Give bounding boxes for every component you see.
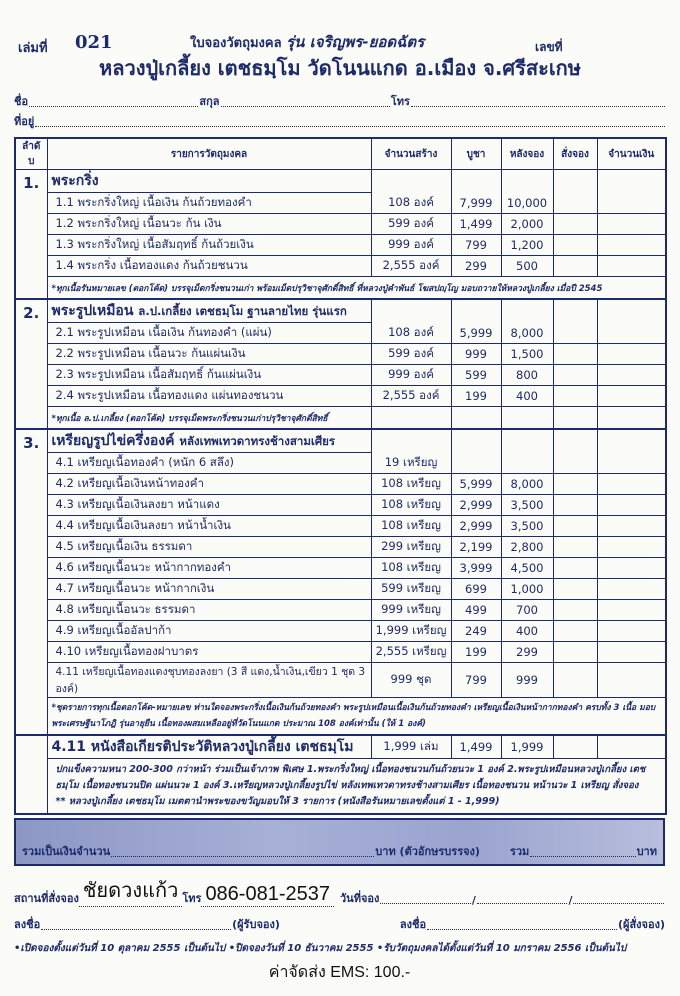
order-quantity-field[interactable] <box>553 537 597 558</box>
phone-field[interactable] <box>411 105 665 107</box>
amount-field[interactable] <box>597 642 666 663</box>
amount-field[interactable] <box>597 579 666 600</box>
quantity-created: 599 เหรียญ <box>371 579 451 600</box>
table-row <box>15 579 666 600</box>
price: 299 <box>451 256 501 277</box>
table-row <box>15 453 666 474</box>
empty-cell <box>451 429 501 453</box>
book-note <box>47 759 666 815</box>
orderer-sign-label: ลงชื่อ <box>399 918 427 931</box>
section-note-row <box>15 698 666 736</box>
amount-field[interactable] <box>597 193 666 214</box>
table-row <box>15 256 666 277</box>
section-note: *ทุกเนื้อรันหมายเลข (ตอกโค้ด) บรรจุเม็ดกริ่งชนวนเก่า พร้อมเม็ดปรุวิชาจุศักดิ์สิทธิ์ ที่หลวงปู่คำพันธ์ โฆสปญฺโญ มอบถวายให้หลวงปู่เกลี้ยง เมื่อปี 2545 <box>47 277 666 300</box>
item-label: 2.3 พระรูปเหมือน เนื้อสัมฤทธิ์ ก้นแผ่นเงิน <box>47 365 371 386</box>
table-row <box>15 193 666 214</box>
price: 1,499 <box>451 214 501 235</box>
empty-cell <box>501 429 553 453</box>
receiver-label: (ผู้รับจอง) <box>232 918 280 931</box>
price-after-booking: 700 <box>501 600 553 621</box>
empty-cell <box>597 170 666 193</box>
item-label: 4.11 เหรียญเนื้อทองแดงชุบทองลงยา (3 สี แดง,น้ำเงิน,เขียว 1 ชุด 3 องค์) <box>47 663 371 698</box>
price: 199 <box>451 386 501 407</box>
price-after-booking: 2,000 <box>501 214 553 235</box>
surname-label: สกุล <box>199 95 220 108</box>
order-quantity-field[interactable] <box>553 663 597 698</box>
section-title-extra: หลังเทพเทวดาทรงช้างสามเศียร <box>179 434 336 448</box>
book-price: 1,499 <box>451 735 501 759</box>
total-label: รวม <box>509 845 530 858</box>
price-after-booking: 10,000 <box>501 193 553 214</box>
order-table <box>14 137 667 815</box>
empty-cell <box>501 170 553 193</box>
price-after-booking: 1,500 <box>501 344 553 365</box>
orderer-sign-field[interactable] <box>427 928 617 930</box>
address-label: ที่อยู่ <box>14 115 35 128</box>
amount-field[interactable] <box>597 621 666 642</box>
amount-field[interactable] <box>597 474 666 495</box>
amount-field[interactable] <box>597 323 666 344</box>
price: 699 <box>451 579 501 600</box>
price-after-booking: 8,000 <box>501 323 553 344</box>
table-row <box>15 558 666 579</box>
item-label: 4.8 เหรียญเนื้อนวะ ธรรมดา <box>47 600 371 621</box>
item-label: 2.1 พระรูปเหมือน เนื้อเงิน ก้นทองคำ (แผ่น) <box>47 323 371 344</box>
quantity-created: 999 องค์ <box>371 365 451 386</box>
signature-line <box>14 915 665 933</box>
item-label: 4.7 เหรียญเนื้อนวะ หน้ากากเงิน <box>47 579 371 600</box>
book-label: 4.11 หนังสือเกียรติประวัติหลวงปู่เกลี้ยง เตชธมฺโม <box>47 735 371 759</box>
empty-cell <box>15 735 47 814</box>
order-quantity-field[interactable] <box>553 516 597 537</box>
order-quantity-field[interactable] <box>553 365 597 386</box>
order-quantity-field[interactable] <box>553 193 597 214</box>
price-after-booking: 8,000 <box>501 474 553 495</box>
quantity-created: 108 องค์ <box>371 323 451 344</box>
phone-label: โทร <box>390 95 410 108</box>
amount-field[interactable] <box>597 344 666 365</box>
section-title-row <box>15 170 666 193</box>
quantity-created: 19 เหรียญ <box>371 453 451 474</box>
baht-label: บาท <box>636 845 657 858</box>
price-after-booking <box>501 453 553 474</box>
empty-cell <box>451 299 501 323</box>
item-label: 4.9 เหรียญเนื้ออัลปาก้า <box>47 621 371 642</box>
customer-line-2 <box>14 112 666 130</box>
table-row <box>15 386 666 407</box>
book-quantity: 1,999 เล่ม <box>371 735 451 759</box>
section-title <box>47 299 371 323</box>
amount-field[interactable] <box>597 495 666 516</box>
price: 2,999 <box>451 516 501 537</box>
book-note-row <box>15 759 666 815</box>
price-after-booking: 800 <box>501 365 553 386</box>
quantity-created: 599 องค์ <box>371 344 451 365</box>
order-section <box>14 874 665 985</box>
quantity-created: 108 เหรียญ <box>371 558 451 579</box>
book-order-field[interactable] <box>553 735 597 759</box>
order-quantity-field[interactable] <box>553 495 597 516</box>
quantity-created: 1,999 เหรียญ <box>371 621 451 642</box>
order-phone-value[interactable]: 086-081-2537 <box>201 883 334 907</box>
quantity-created: 108 องค์ <box>371 193 451 214</box>
order-quantity-field[interactable] <box>553 621 597 642</box>
date-month-field[interactable] <box>477 902 568 904</box>
price: 7,999 <box>451 193 501 214</box>
column-header: รายการวัตถุมงคล <box>47 138 371 170</box>
empty-cell <box>597 407 666 430</box>
price-after-booking: 999 <box>501 663 553 698</box>
order-quantity-field[interactable] <box>553 579 597 600</box>
quantity-created: 999 องค์ <box>371 235 451 256</box>
item-label: 1.3 พระกริ่งใหญ่ เนื้อสัมฤทธิ์ ก้นถ้วยเงิน <box>47 235 371 256</box>
quantity-created: 2,555 องค์ <box>371 256 451 277</box>
table-header-row <box>15 138 666 170</box>
order-quantity-field[interactable] <box>553 386 597 407</box>
empty-cell <box>553 170 597 193</box>
item-label: 2.4 พระรูปเหมือน เนื้อทองแดง แผ่นทองชนวน <box>47 386 371 407</box>
quantity-created: 2,555 เหรียญ <box>371 642 451 663</box>
price: 5,999 <box>451 474 501 495</box>
book-amount-field[interactable] <box>597 735 666 759</box>
item-label: 4.10 เหรียญเนื้อทองฝาบาตร <box>47 642 371 663</box>
table-row <box>15 344 666 365</box>
order-quantity-field[interactable] <box>553 453 597 474</box>
price-after-booking: 4,500 <box>501 558 553 579</box>
column-header: จำนวนสร้าง <box>371 138 451 170</box>
price: 799 <box>451 663 501 698</box>
book-label: เล่มที่ <box>18 41 48 56</box>
quantity-created: 599 องค์ <box>371 214 451 235</box>
sum-words-field[interactable] <box>111 855 374 857</box>
item-label: 4.1 เหรียญเนื้อทองคำ (หนัก 6 สลึง) <box>47 453 371 474</box>
section-title-row <box>15 299 666 323</box>
order-quantity-field[interactable] <box>553 642 597 663</box>
empty-cell <box>553 429 597 453</box>
empty-cell <box>553 407 597 430</box>
empty-cell <box>501 407 553 430</box>
section-title-row <box>15 429 666 453</box>
quantity-created: 108 เหรียญ <box>371 495 451 516</box>
price: 999 <box>451 344 501 365</box>
price-after-booking: 1,000 <box>501 579 553 600</box>
section-title-text: เหรียญรูปไข่ครึ่งองค์ <box>51 433 175 449</box>
amount-field[interactable] <box>597 516 666 537</box>
receiver-sign-label: ลงชื่อ <box>14 918 41 931</box>
total-field[interactable] <box>530 855 635 857</box>
price-after-booking: 400 <box>501 386 553 407</box>
empty-cell <box>597 429 666 453</box>
baht-words-label: บาท (ตัวอักษรบรรจง) <box>375 845 480 858</box>
surname-field[interactable] <box>221 105 390 107</box>
section-number: 1. <box>15 170 47 300</box>
item-label: 1.2 พระกริ่งใหญ่ เนื้อนวะ ก้น เงิน <box>47 214 371 235</box>
empty-cell <box>371 407 451 430</box>
section-note-row <box>15 407 666 430</box>
amount-field[interactable] <box>597 453 666 474</box>
page-title: หลวงปู่เกลี้ยง เตชธมฺโม วัดโนนแกด อ.เมือง จ.ศรีสะเกษ <box>99 56 581 80</box>
amount-field[interactable] <box>597 214 666 235</box>
address-field[interactable] <box>35 125 665 127</box>
section-title <box>47 429 371 453</box>
total-bar <box>14 818 665 866</box>
amount-field[interactable] <box>597 558 666 579</box>
book-number: 021 <box>75 32 113 53</box>
sum-label: รวมเป็นเงินจำนวน <box>22 845 111 858</box>
customer-line-1 <box>14 92 666 110</box>
section-number: 3. <box>15 429 47 735</box>
table-row <box>15 621 666 642</box>
price: 599 <box>451 365 501 386</box>
order-quantity-field[interactable] <box>553 214 597 235</box>
form-subtitle <box>190 30 520 54</box>
price: 499 <box>451 600 501 621</box>
item-label: 4.5 เหรียญเนื้อเงิน ธรรมดา <box>47 537 371 558</box>
price: 799 <box>451 235 501 256</box>
quantity-created: 2,555 องค์ <box>371 386 451 407</box>
empty-cell <box>597 299 666 323</box>
order-quantity-field[interactable] <box>553 235 597 256</box>
section-title <box>47 170 371 193</box>
table-row <box>15 642 666 663</box>
date-label: วันที่จอง <box>340 892 380 905</box>
date-year-field[interactable] <box>573 902 664 904</box>
price-after-booking: 500 <box>501 256 553 277</box>
amount-field[interactable] <box>597 365 666 386</box>
book-note-1: ปกแข็งความหนา 200-300 กว่าหน้า ร่วมเป็นเจ้าภาพ พิเศษ 1.พระกริ่งใหญ่ เนื้อทองชนวนก้นถ้วยนวะ 1 องค์ 2.พระรูปเหมือนหลวงปู่เกลี้ยง เตชธมฺโม เนื้อทองชนวนปิด แผ่นนวะ 1 องค์ 3.เหรียญหลวงปู่เกลี้ยงรูปไข่ หลังเทพเทวดาทรงช้างสามเศียร เนื้อทองชนวน หน้านวะ 1 เหรียญ สั่งจอง <box>55 764 646 791</box>
column-header: จำนวนเงิน <box>597 138 666 170</box>
receiver-sign-field[interactable] <box>41 928 231 930</box>
subtitle-prefix: ใบจองวัตถุมงคล <box>190 36 282 51</box>
item-label: 4.6 เหรียญเนื้อนวะ หน้ากากทองคำ <box>47 558 371 579</box>
table-row <box>15 235 666 256</box>
price: 2,199 <box>451 537 501 558</box>
amount-field[interactable] <box>597 600 666 621</box>
price: 199 <box>451 642 501 663</box>
price-after-booking: 1,200 <box>501 235 553 256</box>
order-quantity-field[interactable] <box>553 323 597 344</box>
name-label: ชื่อ <box>14 95 29 108</box>
order-quantity-field[interactable] <box>553 600 597 621</box>
item-label: 4.2 เหรียญเนื้อเงินหน้าทองคำ <box>47 474 371 495</box>
item-label: 4.4 เหรียญเนื้อเงินลงยา หน้าน้ำเงิน <box>47 516 371 537</box>
column-header: สั่งจอง <box>553 138 597 170</box>
price-after-booking: 3,500 <box>501 495 553 516</box>
amount-field[interactable] <box>597 235 666 256</box>
empty-cell <box>371 170 451 193</box>
empty-cell <box>371 429 451 453</box>
item-label: 2.2 พระรูปเหมือน เนื้อนวะ ก้นแผ่นเงิน <box>47 344 371 365</box>
price-after-booking: 400 <box>501 621 553 642</box>
column-header: ลำดับ <box>15 138 47 170</box>
column-header: บูชา <box>451 138 501 170</box>
table-row <box>15 537 666 558</box>
section-title-extra: ล.ป.เกลี้ยง เตชธมฺโม ฐานลายไทย รุ่นแรก <box>138 304 347 318</box>
date-day-field[interactable] <box>380 902 471 904</box>
place-value[interactable]: ชัยดวงแก้ว <box>79 874 183 907</box>
order-quantity-field[interactable] <box>553 344 597 365</box>
total-line <box>22 842 657 860</box>
order-phone-label: โทร <box>182 892 202 905</box>
price-after-booking: 2,800 <box>501 537 553 558</box>
booking-dates: •เปิดจองตั้งแต่วันที่ 10 ตุลาคม 2555 เป็นต้นไป •ปิดจองวันที่ 10 ธันวาคม 2555 •รับวัตถุมงคลได้ตั้งแต่วันที่ 10 มกราคม 2556 เป็นต้นไป <box>14 943 627 954</box>
name-field[interactable] <box>29 105 198 107</box>
quantity-created: 299 เหรียญ <box>371 537 451 558</box>
quantity-created: 108 เหรียญ <box>371 474 451 495</box>
empty-cell <box>553 299 597 323</box>
quantity-created: 999 เหรียญ <box>371 600 451 621</box>
quantity-created: 999 ชุด <box>371 663 451 698</box>
order-quantity-field[interactable] <box>553 474 597 495</box>
section-note: *ทุกเนื้อ ล.ป.เกลี้ยง (ตอกโค้ด) บรรจุเม็ดพระกริ่งชนวนเก่าปรุวิชาจุศักดิ์สิทธิ์ <box>47 407 371 430</box>
order-quantity-field[interactable] <box>553 256 597 277</box>
table-row <box>15 365 666 386</box>
column-header: หลังจอง <box>501 138 553 170</box>
section-title-text: พระกริ่ง <box>51 173 99 189</box>
price: 3,999 <box>451 558 501 579</box>
item-label: 4.3 เหรียญเนื้อเงินลงยา หน้าแดง <box>47 495 371 516</box>
book-note-2: ** หลวงปู่เกลี้ยง เตชธมฺโม เมตตานำพระของขวัญมอบให้ 3 รายการ (หนังสือรันหมายเลขตั้งแต่ 1 - 1,999) <box>55 796 500 807</box>
table-row <box>15 474 666 495</box>
section-note-row <box>15 277 666 300</box>
section-number: 2. <box>15 299 47 429</box>
book-row <box>15 735 666 759</box>
amount-field[interactable] <box>597 386 666 407</box>
item-label: 1.1 พระกริ่งใหญ่ เนื้อเงิน ก้นถ้วยทองคำ <box>47 193 371 214</box>
amount-field[interactable] <box>597 537 666 558</box>
table-row <box>15 516 666 537</box>
price: 249 <box>451 621 501 642</box>
section-title-text: พระรูปเหมือน <box>51 303 134 319</box>
price-after-booking: 299 <box>501 642 553 663</box>
amount-field[interactable] <box>597 256 666 277</box>
place-label: สถานที่สั่งจอง <box>14 892 79 905</box>
book-price-after: 1,999 <box>501 735 553 759</box>
empty-cell <box>451 170 501 193</box>
price <box>451 453 501 474</box>
orderer-label: (ผู้สั่งจอง) <box>617 918 665 931</box>
section-note: *ชุดรายการทุกเนื้อตอกโค้ด-หมายเลข ท่านใดจองพระกริ่งเนื้อเงินก้นถ้วยทองคำ พระรูปเหมือนเนื้อเงินก้นถ้วยทองคำ เหรียญเนื้อเงินหน้ากากทองคำ ครบทั้ง 3 เนื้อ มอบพระเศรษฐีนาโภฎิ รุ่นอายุยืน เนื้อทองผสมเหลืออยู่ที่วัดโนนแกด ประมาณ 108 องค์เท่านั้น (ให้ 1 องค์) <box>47 698 666 736</box>
price: 5,999 <box>451 323 501 344</box>
table-row <box>15 495 666 516</box>
amount-field[interactable] <box>597 663 666 698</box>
empty-cell <box>371 299 451 323</box>
quantity-created: 108 เหรียญ <box>371 516 451 537</box>
table-row <box>15 600 666 621</box>
empty-cell <box>451 407 501 430</box>
price-after-booking: 3,500 <box>501 516 553 537</box>
empty-cell <box>501 299 553 323</box>
order-place-line: สถานที่สั่งจอง ชัยดวงแก้ว โทร 086-081-2537 วันที่จอง / / <box>14 874 665 907</box>
order-quantity-field[interactable] <box>553 558 597 579</box>
item-label: 1.4 พระกริ่ง เนื้อทองแดง ก้นถ้วยชนวน <box>47 256 371 277</box>
table-row <box>15 214 666 235</box>
shipping-fee: ค่าจัดส่ง EMS: 100.- <box>268 964 411 981</box>
subtitle-series: รุ่น เจริญพร-ยอดฉัตร <box>286 33 425 51</box>
table-row <box>15 663 666 698</box>
table-row <box>15 323 666 344</box>
form-body <box>14 137 665 985</box>
price: 2,999 <box>451 495 501 516</box>
leaf-number-label: เลขที่ <box>535 40 563 54</box>
